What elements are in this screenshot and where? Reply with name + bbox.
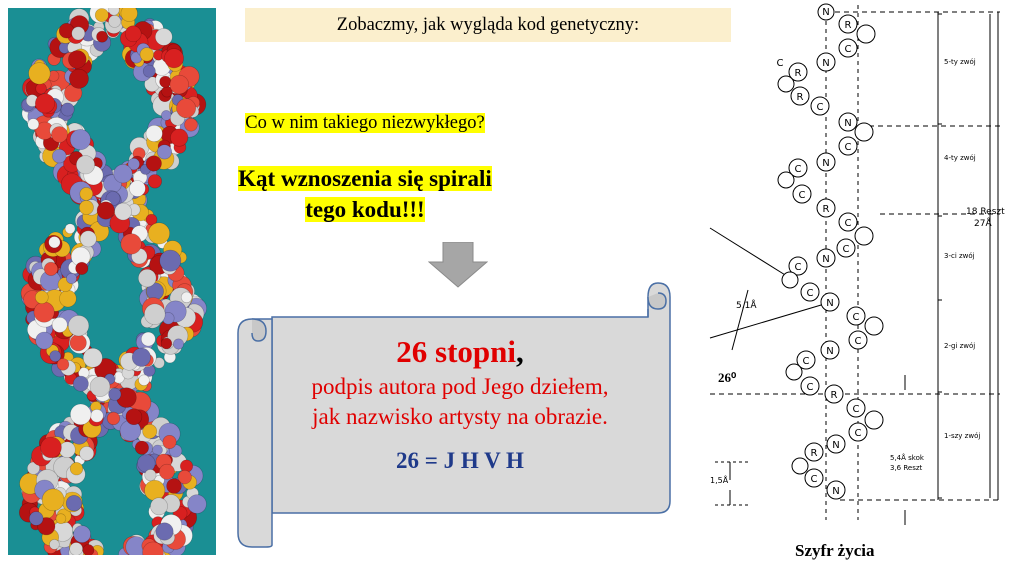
svg-text:C: C (794, 164, 802, 175)
slide-title (245, 8, 731, 42)
atom-sphere (76, 262, 88, 274)
svg-text:N: N (832, 440, 840, 451)
svg-text:N: N (822, 7, 830, 18)
atom-sphere (141, 332, 155, 346)
atom-sphere (36, 83, 47, 94)
atom-sphere (145, 469, 156, 480)
atom-sphere (160, 250, 181, 271)
atom-sphere (107, 412, 120, 425)
dna-helix-drawing (8, 8, 216, 555)
svg-text:N: N (826, 298, 834, 309)
atom-sphere (70, 462, 83, 475)
atom-sphere (66, 495, 82, 511)
step-label-1: 5,4Å skok (890, 454, 924, 462)
atom-sphere (66, 273, 76, 283)
svg-text:C: C (798, 190, 806, 201)
atom-sphere (68, 51, 86, 69)
atom-sphere (159, 464, 174, 479)
atom-sphere (153, 445, 163, 455)
atom-sphere (73, 376, 88, 391)
atom-sphere (68, 315, 89, 336)
turn-label-1: 1-szy zwój (944, 432, 981, 440)
atom-sphere (52, 317, 67, 332)
turn-label-3: 3-ci zwój (944, 252, 975, 260)
rise-label: 1,5Å (710, 476, 729, 485)
spiral-angle-heading (0, 163, 730, 225)
svg-text:N: N (844, 118, 852, 129)
svg-text:R: R (794, 68, 802, 79)
atom-sphere (70, 543, 83, 556)
atom-sphere (69, 69, 88, 88)
svg-text:R: R (810, 448, 818, 459)
atom-sphere (29, 512, 43, 526)
height-label-1: 18 Reszt (966, 207, 1005, 217)
atom-sphere (59, 442, 75, 458)
alpha-helix-diagram (690, 0, 1024, 540)
svg-text:R: R (822, 204, 830, 215)
atom-sphere (173, 339, 183, 349)
svg-text:C: C (852, 312, 860, 323)
svg-text:C: C (794, 262, 802, 273)
svg-text:C: C (776, 58, 784, 69)
atom-sphere (157, 145, 171, 159)
atom-sphere (121, 234, 142, 255)
scroll-content (285, 332, 635, 474)
atom-sphere (59, 23, 74, 38)
turn-label-2: 2-gi zwój (944, 342, 976, 350)
atom-sphere (144, 304, 165, 325)
atom-sphere (150, 498, 167, 515)
turn-label-4: 4-ty zwój (944, 154, 976, 162)
atom-sphere (109, 15, 121, 27)
atom-sphere (52, 149, 66, 163)
svg-text:C: C (806, 288, 814, 299)
svg-text:C: C (844, 218, 852, 229)
svg-text:N: N (826, 346, 834, 357)
atom-sphere (49, 237, 60, 248)
atom-sphere (143, 65, 155, 77)
atom-sphere (56, 514, 66, 524)
degrees-text: 26 stopni, (396, 334, 524, 369)
atom-sphere (83, 545, 94, 556)
atom-sphere (161, 338, 172, 349)
diagram-caption: Szyfr życia (795, 541, 875, 560)
atom-sphere (65, 224, 75, 234)
equation-text: 26 = J H V H (396, 448, 524, 473)
atom-sphere (143, 424, 157, 438)
atom-sphere (74, 526, 91, 543)
atom-sphere (163, 435, 176, 448)
atom-sphere (126, 409, 142, 425)
atom-sphere (49, 539, 59, 549)
atom-sphere (70, 335, 86, 351)
scroll-line-2: jak nazwisko artysty na obrazie. (312, 404, 608, 429)
atom-sphere (91, 409, 104, 422)
atom-sphere (50, 351, 61, 362)
atom-sphere (35, 291, 48, 304)
slide-title-text: Zobaczmy, jak wygląda kod genetyczny: (336, 14, 640, 35)
atom-sphere (167, 479, 182, 494)
atom-sphere (95, 9, 108, 22)
atom-sphere (132, 348, 150, 366)
atom-sphere (170, 75, 189, 94)
atom-sphere (35, 94, 54, 113)
atom-sphere (140, 48, 154, 62)
atom-sphere (72, 27, 85, 40)
question-text (0, 113, 730, 134)
atom-sphere (97, 31, 108, 42)
svg-text:N: N (822, 158, 830, 169)
atom-sphere (148, 223, 169, 244)
atom-sphere (36, 332, 53, 349)
step-label-2: 3,6 Reszt (890, 464, 923, 472)
svg-text:C: C (802, 356, 810, 367)
svg-text:C: C (810, 474, 818, 485)
atom-sphere (145, 480, 165, 500)
svg-text:N: N (822, 254, 830, 265)
scroll-line-1: podpis autora pod Jego dziełem, (311, 374, 609, 399)
atom-sphere (135, 441, 148, 454)
atom-sphere (155, 28, 172, 45)
atom-sphere (83, 348, 102, 367)
angle-label: 26⁰ (718, 370, 737, 385)
atom-sphere (188, 495, 207, 514)
svg-text:C: C (854, 336, 862, 347)
atom-sphere (34, 302, 54, 322)
svg-text:C: C (844, 142, 852, 153)
atom-sphere (139, 375, 150, 386)
atom-sphere (109, 388, 121, 400)
atom-sphere (164, 49, 183, 68)
atom-sphere (80, 231, 96, 247)
atom-sphere (138, 269, 156, 287)
heading-line-2: tego kodu!!! (305, 197, 425, 222)
height-label-2: 27Å (974, 219, 992, 229)
atom-sphere (121, 8, 138, 22)
atom-sphere (181, 292, 192, 303)
svg-text:C: C (816, 102, 824, 113)
atom-sphere (160, 76, 171, 87)
atom-sphere (60, 290, 77, 307)
distance-label: 5,1Å (736, 301, 757, 311)
atom-sphere (156, 523, 173, 540)
svg-text:R: R (844, 20, 852, 31)
heading-line-1: Kąt wznoszenia się spirali (238, 166, 492, 191)
atom-sphere (42, 489, 64, 511)
svg-text:R: R (830, 390, 838, 401)
atom-sphere (125, 26, 141, 42)
atom-sphere (80, 446, 94, 460)
svg-text:C: C (852, 404, 860, 415)
atom-sphere (70, 404, 91, 425)
svg-text:C: C (854, 428, 862, 439)
dna-helix-image (8, 8, 216, 555)
atom-sphere (44, 262, 57, 275)
turn-label-5: 5-ty zwój (944, 58, 976, 66)
atom-sphere (29, 63, 51, 85)
svg-text:C: C (844, 44, 852, 55)
svg-text:N: N (822, 58, 830, 69)
atom-sphere (90, 377, 110, 397)
svg-text:R: R (796, 92, 804, 103)
question-highlight: Co w nim takiego niezwykłego? (245, 113, 485, 133)
svg-text:N: N (832, 486, 840, 497)
svg-text:C: C (842, 244, 850, 255)
atom-sphere (41, 437, 62, 458)
svg-text:C: C (806, 382, 814, 393)
